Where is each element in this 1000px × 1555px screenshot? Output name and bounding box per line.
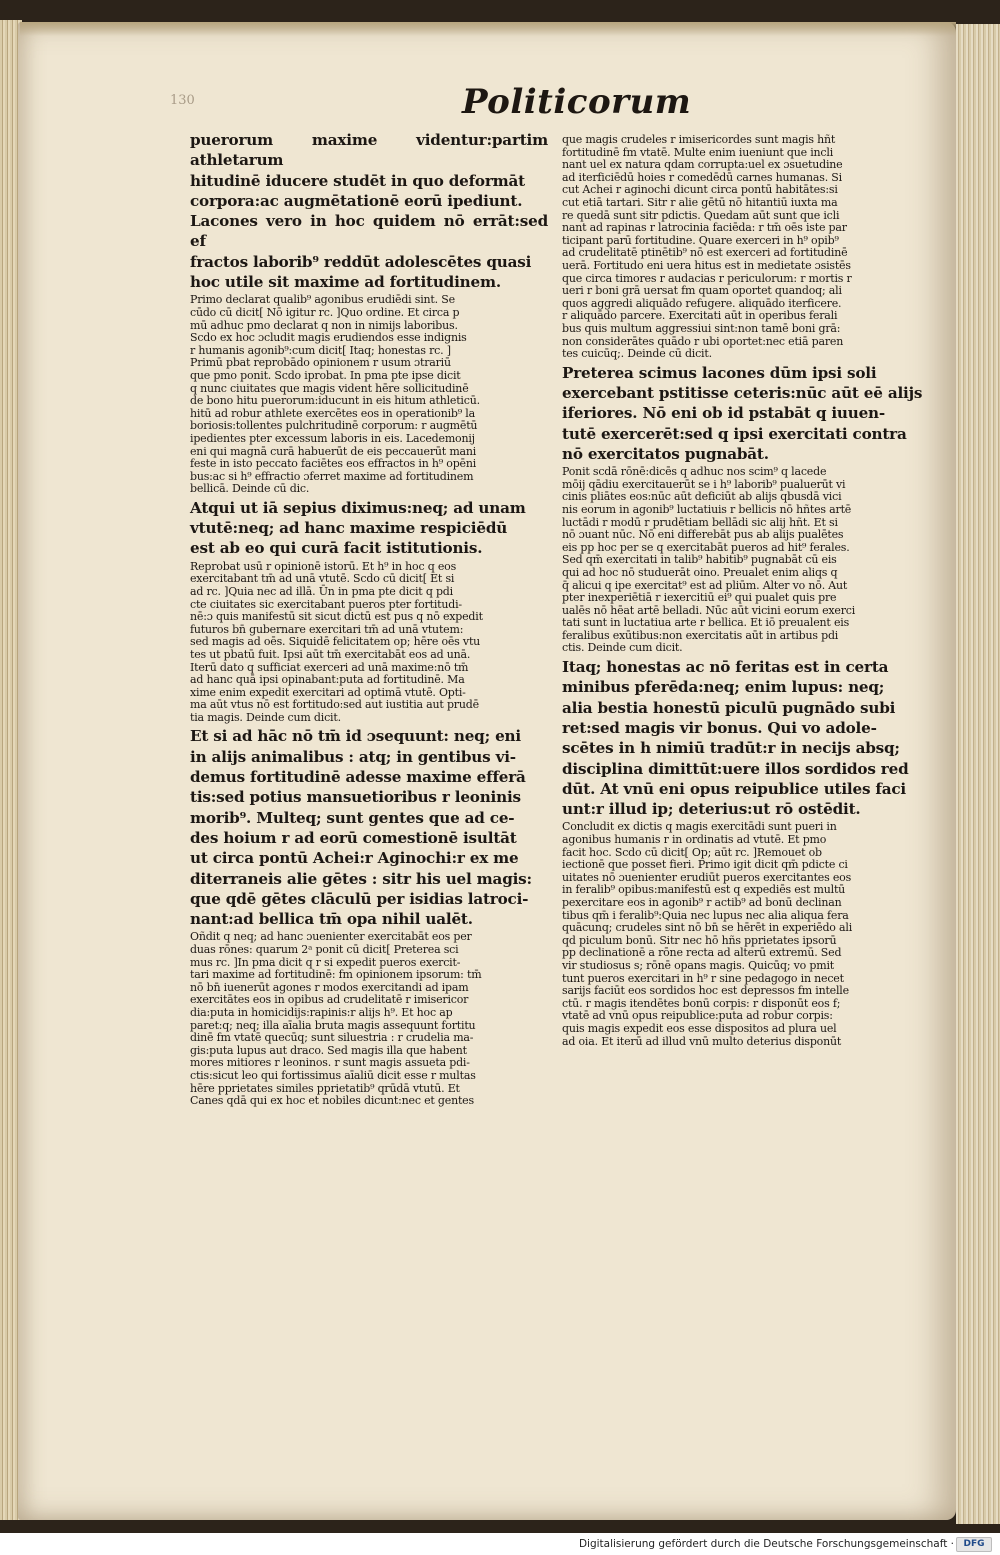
running-title: Politicorum (462, 82, 692, 122)
left-block-6: Oñdit q neq; ad hanc ɔuenienter exercitabāt eos per duas rōnes: quarum 2ᵃ ponit cū dicit[ Preterea sci mus rc. ]In pma dicit q r si expedit pueros exercit- tari maxime ad fortitudinē: fm opinionem ipsorum: tm̄ nō bn̄ iuenerūt agones r modos exercitandi ad ipam exercitātes eos in opibus ad crudelitatē r imisericor dia:puta in homicidijs:rapinis:r alijs h⁹. Et hoc ap paret:q; neq; illa aīalia bruta magis assequunt fortitu dinē fm vtatē quecūq; sunt siluestria : r crudelia ma- gis:puta lupus aut draco. Sed magis illa que habent mores mitiores r leoninos. r sunt magis assueta pdi- ctis:sicut leo qui fortissimus aīaliū dicit esse r multas hēre pprietates similes pprietatib⁹ qrūdā vtutū. Et Canes qdā qui ex hoc et nobiles dicunt:nec et gentes (190, 930, 482, 1108)
left-column (190, 130, 548, 1110)
left-block-3: Atqui ut iā sepius diximus:neq; ad unam vtutē:neq; ad hanc maxime respiciēdū est ab eo qui curā facit istitutionis. (190, 498, 526, 558)
page-top-shadow (20, 22, 956, 36)
dfg-logo: DFG (956, 1537, 992, 1552)
right-column (562, 134, 932, 1050)
right-block-5: Concludit ex dictis q magis exercitādi sunt pueri in agonibus humanis r in ordinatis ad vtutē. Et pmo facit hoc. Scdo cū dicit[ Op; aūt rc. ]Remouet ob iectionē que posset fieri. Primo igit dicit qm̄ pdicte ci uitates nō ɔuenienter erudiūt pueros exercitantes eos in feralib⁹ opibus:manifestū est q expediēs est multū pexercitare eos in agonib⁹ r actib⁹ ad bonū declinan tibus qm̄ i feralib⁹:Quia nec lupus nec alia aliqua fera quācunq; crudeles sint nō bn̄ se hērēt in experiēdo ali qd piculum bonū. Sitr nec hō hñs pprietates ipsorū pp declinationē a rōne recta ad alterū extremū. Sed vir studiosus s; rōnē opans magis. Quicūq; vo pmit tunt pueros exercitari in h⁹ r sine pedagogo in necet sarijs faciūt eos sordidos hoc est depressos fm intelle ctū. r magis itendētes bonū corpis: r disponūt eos f; vtatē ad vnū opus reipublice:puta ad robur corpis: quis magis expedit eos esse dispositos ad plura uel ad oia. Et iterū ad illud vnū multo deterius disponūt (562, 820, 853, 1048)
funding-credit: Digitalisierung gefördert durch die Deutsche Forschungsgemeinschaft · (578, 1538, 954, 1550)
page-fore-edge (956, 24, 1000, 1524)
faint-page-number: 130 (170, 93, 195, 108)
right-block-3: Ponit scdā rōnē:dicēs q adhuc nos scim⁹ q lacede mōij qādiu exercitauerūt se i h⁹ laborib⁹ pualuerūt vi cinis pliātes eos:nūc aūt deficiūt ab alijs qbusdā vici nis eorum in agonib⁹ luctatiuis r bellicis nō hñtes artē luctādi r modū r prudētiam bellādi sic alij hñt. Et si nō ɔuant nūc. Nō eni differebāt pus ab alijs pualētes eis pp hoc per se q exercitabāt pueros ad hit⁹ ferales. Sed qm̄ exercitati in talib⁹ habitib⁹ pugnabāt cū eis qui ad hoc nō studuerāt oino. Preualet enim aliqs q q̄ alicui q ipe exercitat⁹ est ad pliūm. Alter vo nō. Aut pter inexperiētiā r iexercitiū ei⁹ qui pualet quis pre ualēs nō hēat artē belladi. Nūc aūt vicini eorum exerci tati sunt in luctatiua arte r bellica. Et iō preualent eis feralibus exūtibus:non exercitatis aūt in artibus pdi ctis. Deinde cum dicit. (562, 465, 856, 655)
left-block-1: puerorum maxime videntur:partim athletarum hitudinē iducere studēt in quo deformāt corpora:ac augmētationē eorū ipediunt. Lacones vero in hoc quidem nō errāt:sed ef fractos laborib⁹ reddūt adolescētes quasi hoc utile sit maxime ad fortitudinem. (190, 131, 548, 292)
right-block-4: Itaq; honestas ac nō feritas est in certa minibus pferēda:neq; enim lupus: neq; alia bestia honestū piculū pugnādo subi ret:sed magis vir bonus. Qui vo adole- scētes in h nimiū tradūt:r in necijs absq; disciplina dimittūt:uere illos sordidos red dūt. At vnū eni opus reipublice utiles faci unt:r illud ip; deterius:ut rō ostēdit. (562, 658, 909, 819)
left-block-5: Et si ad hāc nō tm̄ id ɔsequunt: neq; eni in alijs animalibus : atq; in gentibus vi- demus fortitudinē adesse maxime efferā tis:sed potius mansuetioribus r leoninis morib⁹. Multeq; sunt gentes que ad ce- des hoium r ad eorū comestionē isultāt ut circa pontū Achei:r Aginochi:r ex me diterraneis alie gētes : sitr his uel magis: que qdē gētes clāculū per isidias latroci- nant:ad bellica tm̄ opa nihil ualēt. (190, 727, 532, 929)
right-block-2: Preterea scimus lacones dūm ipsi soli exercebant pstitisse ceteris:nūc aūt eē alijs iferiores. Nō eni ob id pstabāt q iuuen- tutē exercerēt:sed q ipsi exercitati contra nō exercitatos pugnabāt. (562, 363, 923, 463)
left-block-4: Reprobat usū r opinionē istorū. Et h⁹ in hoc q eos exercitabant tm̄ ad unā vtutē. Scdo cū dicit[ Et si ad rc. ]Quia nec ad illā. Ūn in pma pte dicit q pdi cte ciuitates sic exercitabant pueros pter fortitudi- nē:ɔ quis manifestū sit sicut dictū est pus q nō expedit futuros bn̄ gubernare exercitari tm̄ ad unā vtutem: sed magis ad oēs. Siquidē felicitatem op; hēre oēs vtu tes ut pbatū fuit. Ipsi aūt tm̄ exercitabāt eos ad unā. Iterū dato q sufficiat exerceri ad unā maxime:nō tm̄ ad hanc quā ipsi opinabant:puta ad fortitudinē. Ma xime enim expedit exercitari ad optimā vtutē. Opti- ma aūt vtus nō est fortitudo:sed aut iustitia aut prudē tia magis. Deinde cum dicit. (190, 559, 483, 724)
right-block-1: que magis crudeles r imisericordes sunt magis hñt fortitudinē fm vtatē. Multe enim iueniunt que incli nant uel ex natura qdam corrupta:uel ex ɔsuetudine ad iterficiēdū hoies r comedēdū carnes humanas. Si cut Achei r aginochi dicunt circa pontū habitātes:si cut etiā tartari. Sitr r alie gētū nō hitantiū iuxta ma re quedā sunt sitr pdictis. Quedam aūt sunt que icli nant ad rapinas r latrocinia faciēda: r tm̄ oēs iste par ticipant parū fortitudine. Quare exerceri in h⁹ opib⁹ ad crudelitatē ptinētib⁹ nō est exerceri ad fortitudinē uerā. Fortitudo eni uera hitus est in medietate ɔsistēs que circa timores r audacias r periculorum: r mortis r ueri r boni grā uersat fm quam oportet quandoq; ali quos aggredi aliquādo refugere. aliquādo iterficere. r aliquādo parcere. Exercitati aūt in operibus ferali bus quis multum aggressiui sint:non tamē boni grā: non considerātes quādo r ubi oportet:nec etiā paren tes cuicūq;. Deinde cū dicit. (562, 133, 852, 361)
left-block-2: Primo declarat qualib⁹ agonibus erudiēdi sint. Se cūdo cū dicit[ Nō igitur rc. ]Quo ordine. Et circa p mū adhuc pmo declarat q non in nimijs laboribus. Scdo ex hoc ɔcludit magis erudiendos esse indignis r humanis agonib⁹:cum dicit[ Itaq; honestas rc. ] Primū pbat reprobādo opinionem r usum ɔtrariū que pmo ponit. Scdo iprobat. In pma pte ipse dicit q nunc ciuitates que magis vident hēre sollicitudinē de bono hitu puerorum:iducunt in eis hitum athleticū. hitū ad robur athlete exercētes eos in operationib⁹ la boriosis:tollentes pulchritudinē corporum: r augmētū ipedientes pter excessum laboris in eis. Lacedemonij eni qui magnā curā habuerūt de eis peccauerūt mani feste in isto peccato faciētes eos effractos in h⁹ opēni bus:ac si h⁹ effractio ɔferret maxime ad fortitudinem bellicā. Deinde cū dic. (190, 293, 480, 496)
